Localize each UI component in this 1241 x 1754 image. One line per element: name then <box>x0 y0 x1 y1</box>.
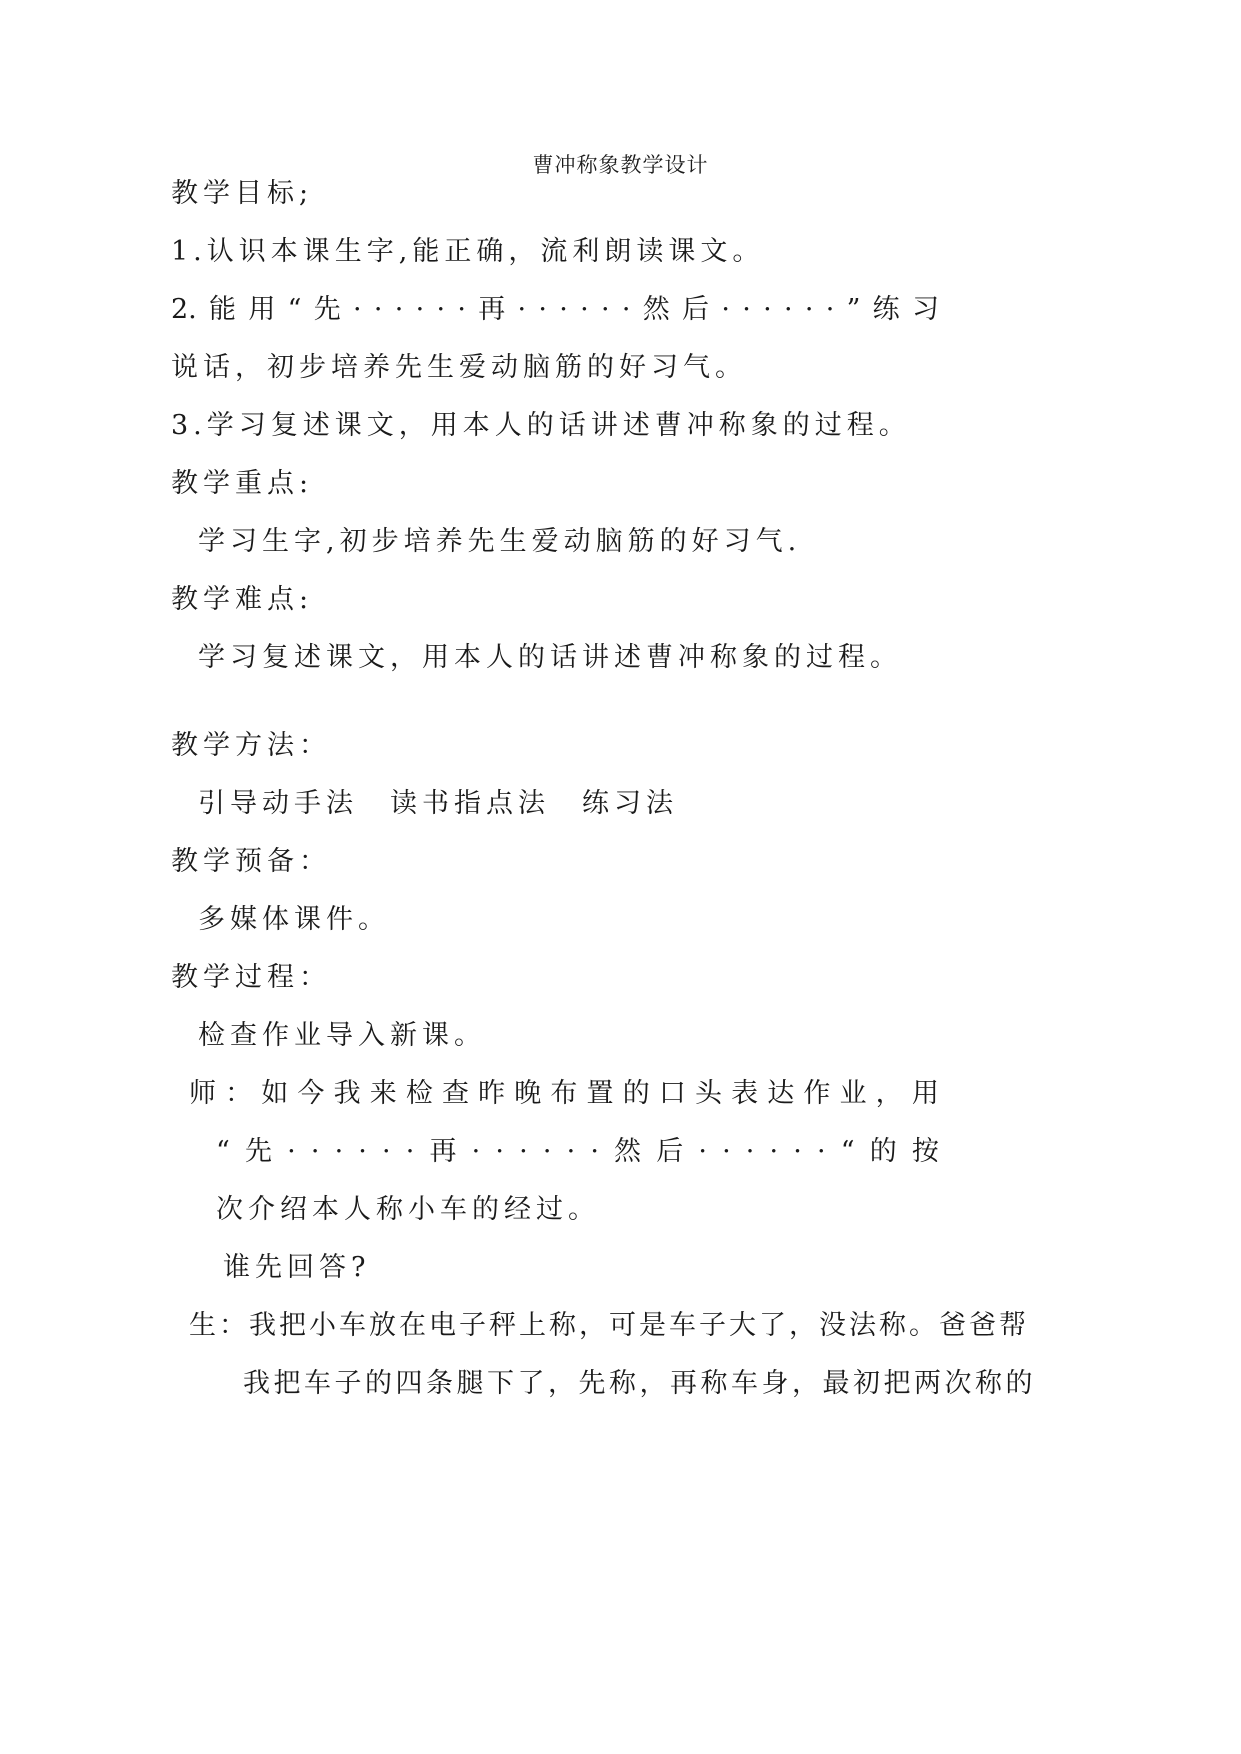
teacher-line-1-char: 如 <box>261 1078 289 1109</box>
objective-2-char: · <box>742 294 751 325</box>
teacher-line-2-char: · <box>817 1136 826 1167</box>
objective-2-char: 能 <box>209 294 237 325</box>
student-line-2: 我把车子的四条腿下了，先称，再称车身，最初把两次称的 <box>243 1368 1036 1399</box>
objective-2-char: · <box>394 294 404 325</box>
teacher-line-1-char: 布 <box>550 1078 578 1109</box>
teacher-line-2 <box>216 1135 939 1169</box>
teacher-line-2-char: · <box>334 1136 344 1167</box>
objective-2-char: · <box>804 294 814 325</box>
teacher-line-1-char: 用 <box>911 1078 939 1109</box>
difficulties-text: 学习复述课文，用本人的话讲述曹冲称象的过程。 <box>198 642 902 673</box>
teacher-line-2-char: · <box>542 1136 552 1167</box>
teacher-line-1-char: 检 <box>405 1078 433 1109</box>
teacher-line-3: 次介绍本人称小车的经过。 <box>216 1194 600 1225</box>
document-title: 曹冲称象教学设计 <box>532 153 709 177</box>
objective-2-char: 然 <box>642 294 670 325</box>
objective-2-char: · <box>436 294 446 325</box>
objective-2-char: · <box>415 294 425 325</box>
teacher-line-2-char: · <box>769 1136 779 1167</box>
teacher-line-2-char: · <box>405 1136 415 1167</box>
teacher-line-1-char: 晚 <box>514 1078 542 1109</box>
teacher-line-2-char: · <box>287 1136 296 1167</box>
teacher-line-2-char: 后 <box>656 1136 684 1167</box>
teacher-line-2-char: · <box>310 1136 320 1167</box>
teacher-line-1-char: 口 <box>658 1078 686 1109</box>
objective-2-char: 习 <box>911 294 939 325</box>
objective-2-char: · <box>352 294 362 325</box>
objective-1: 1.认识本课生字,能正确，流利朗读课文。 <box>171 236 765 267</box>
objective-2-char: 练 <box>872 294 900 325</box>
teacher-line-1-char: 师 <box>189 1078 216 1109</box>
teacher-line-2-char: 先 <box>244 1136 272 1167</box>
objective-2-line-1 <box>171 293 939 327</box>
teacher-line-2-char: · <box>471 1136 481 1167</box>
teacher-line-1-char: 的 <box>622 1078 650 1109</box>
teacher-line-1-char: 作 <box>803 1078 831 1109</box>
objective-2-char: · <box>580 294 589 325</box>
objective-3: 3.学习复述课文，用本人的话讲述曹冲称象的过程。 <box>171 410 911 441</box>
objective-2-char: · <box>783 294 793 325</box>
teacher-line-2-char: 按 <box>911 1136 939 1167</box>
objective-2-char: · <box>559 294 568 325</box>
objective-2-char: 用 <box>248 294 276 325</box>
difficulties-heading: 教学难点: <box>171 584 314 615</box>
teacher-line-2-char: “ <box>216 1136 230 1167</box>
teacher-line-1-char: ， <box>875 1078 903 1109</box>
teacher-line-2-char: · <box>382 1136 391 1167</box>
teacher-line-1-char: 来 <box>369 1078 397 1109</box>
objective-2-char: ” <box>846 294 861 325</box>
preparation-heading: 教学预备： <box>171 846 331 877</box>
teacher-line-2-char: 再 <box>429 1136 457 1167</box>
teacher-line-2-char: · <box>745 1136 755 1167</box>
teacher-line-2-char: · <box>793 1136 802 1167</box>
teacher-line-2-char: 的 <box>869 1136 897 1167</box>
teacher-line-1-char: 今 <box>297 1078 325 1109</box>
teacher-line-1-char: 表 <box>731 1078 759 1109</box>
process-heading: 教学过程： <box>171 962 331 993</box>
objective-2-char: · <box>373 294 383 325</box>
objective-2-char: · <box>457 294 466 325</box>
teacher-line-2-char: “ <box>840 1136 855 1167</box>
teacher-line-1-char: 我 <box>333 1078 361 1109</box>
objectives-heading: 教学目标; <box>171 178 314 209</box>
teacher-line-2-char: · <box>495 1136 504 1167</box>
teacher-question: 谁先回答? <box>223 1252 371 1283</box>
key-points-text: 学习生字,初步培养先生爱动脑筋的好习气. <box>198 526 802 557</box>
teacher-line-1-char: 昨 <box>478 1078 506 1109</box>
methods-text: 引导动手法 读书指点法 练习法 <box>198 788 678 819</box>
teacher-line-1-char: 头 <box>694 1078 722 1109</box>
teacher-line-2-char: · <box>519 1136 528 1167</box>
objective-2-char: · <box>621 294 631 325</box>
teacher-line-1 <box>189 1077 939 1111</box>
teacher-line-2-char: · <box>590 1136 599 1167</box>
teacher-line-2-char: 然 <box>614 1136 642 1167</box>
objective-2-char: · <box>601 294 610 325</box>
teacher-line-1-char: 达 <box>767 1078 795 1109</box>
objective-2-char: · <box>825 294 835 325</box>
objective-2-char: 2. <box>171 294 197 325</box>
objective-2-char: 后 <box>682 294 710 325</box>
objective-2-char: 先 <box>313 294 341 325</box>
process-step-1: 检查作业导入新课。 <box>198 1020 486 1051</box>
teacher-line-2-char: · <box>358 1136 367 1167</box>
objective-2-char: · <box>721 294 730 325</box>
teacher-line-1-char: 置 <box>586 1078 614 1109</box>
teacher-line-2-char: · <box>698 1136 707 1167</box>
teacher-line-2-char: · <box>722 1136 731 1167</box>
methods-heading: 教学方法： <box>171 730 331 761</box>
teacher-line-2-char: · <box>566 1136 576 1167</box>
key-points-heading: 教学重点: <box>171 468 314 499</box>
preparation-text: 多媒体课件。 <box>198 904 390 935</box>
objective-2-char: · <box>763 294 772 325</box>
objective-2-line-2: 说话，初步培养先生爱动脑筋的好习气。 <box>171 352 747 383</box>
objective-2-char: · <box>538 294 547 325</box>
teacher-line-1-char: ： <box>225 1078 253 1109</box>
teacher-line-1-char: 业 <box>839 1078 867 1109</box>
student-line-1: 生：我把小车放在电子秤上称，可是车子大了，没法称。爸爸帮 <box>189 1310 1029 1341</box>
teacher-line-1-char: 查 <box>441 1078 469 1109</box>
objective-2-char: “ <box>287 294 302 325</box>
objective-2-char: · <box>517 294 527 325</box>
objective-2-char: 再 <box>478 294 506 325</box>
